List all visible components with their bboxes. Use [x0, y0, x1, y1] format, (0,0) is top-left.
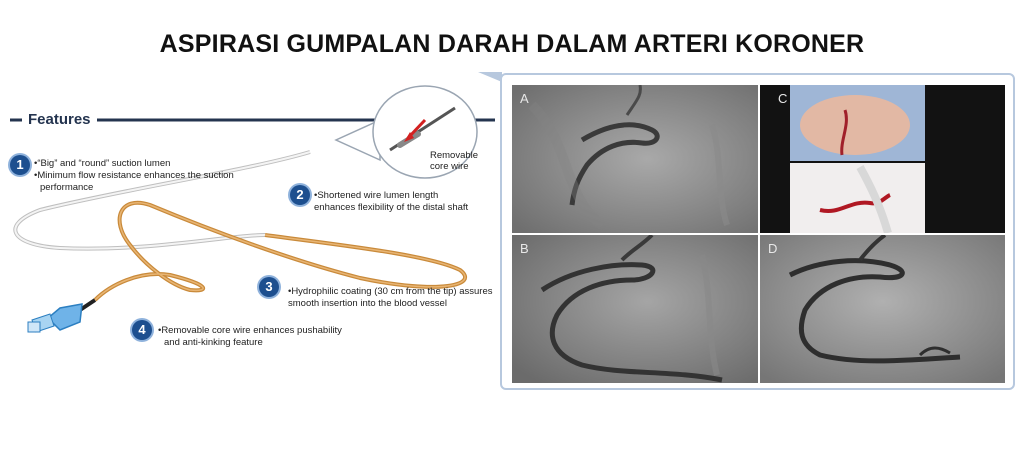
feature-3-line: smooth insertion into the blood vessel	[288, 298, 447, 309]
angiogram-d	[760, 235, 1005, 383]
angiogram-b-image	[512, 235, 758, 383]
clot-photo-image	[760, 85, 1005, 233]
features-panel	[0, 60, 500, 390]
feature-number-4: 4	[132, 320, 152, 340]
panel-label-c: C	[778, 91, 788, 106]
features-heading: Features	[22, 111, 97, 128]
feature-text-2	[314, 190, 468, 214]
feature-1-line: performance	[40, 182, 94, 193]
feature-4-line: •Removable core wire enhances pushability	[158, 325, 342, 336]
feature-number-2: 2	[290, 185, 310, 205]
feature-number-3: 3	[259, 277, 279, 297]
angiogram-panel	[500, 73, 1015, 390]
page-title: ASPIRASI GUMPALAN DARAH DALAM ARTERI KORONER	[159, 30, 865, 58]
feature-1-line: •“Big” and “round” suction lumen	[34, 158, 171, 169]
feature-3-line: •Hydrophilic coating (30 cm from the tip) assures	[288, 286, 493, 297]
feature-number-1: 1	[10, 155, 30, 175]
feature-1-line: •Minimum flow resistance enhances the suction	[34, 170, 234, 181]
callout-line-2: core wire	[430, 161, 469, 172]
angiogram-b	[512, 235, 758, 383]
panel-label-a: A	[520, 91, 529, 106]
panel-label-b: B	[520, 241, 529, 256]
feature-text-3	[288, 286, 493, 310]
feature-2-line: enhances flexibility of the distal shaft	[314, 202, 469, 213]
luer-connector	[28, 322, 40, 332]
feature-2-line: •Shortened wire lumen length	[314, 190, 439, 201]
angiogram-a	[512, 85, 758, 233]
angiogram-a-image	[512, 85, 758, 233]
feature-text-1	[34, 158, 234, 194]
panel-label-d: D	[768, 241, 778, 256]
angiogram-d-image	[760, 235, 1005, 383]
callout-label	[430, 150, 478, 172]
feature-text-4	[158, 325, 342, 349]
feature-4-line: and anti-kinking feature	[164, 337, 263, 348]
callout-line-1: Removable	[430, 150, 479, 161]
clot-photo-c	[760, 85, 1005, 233]
